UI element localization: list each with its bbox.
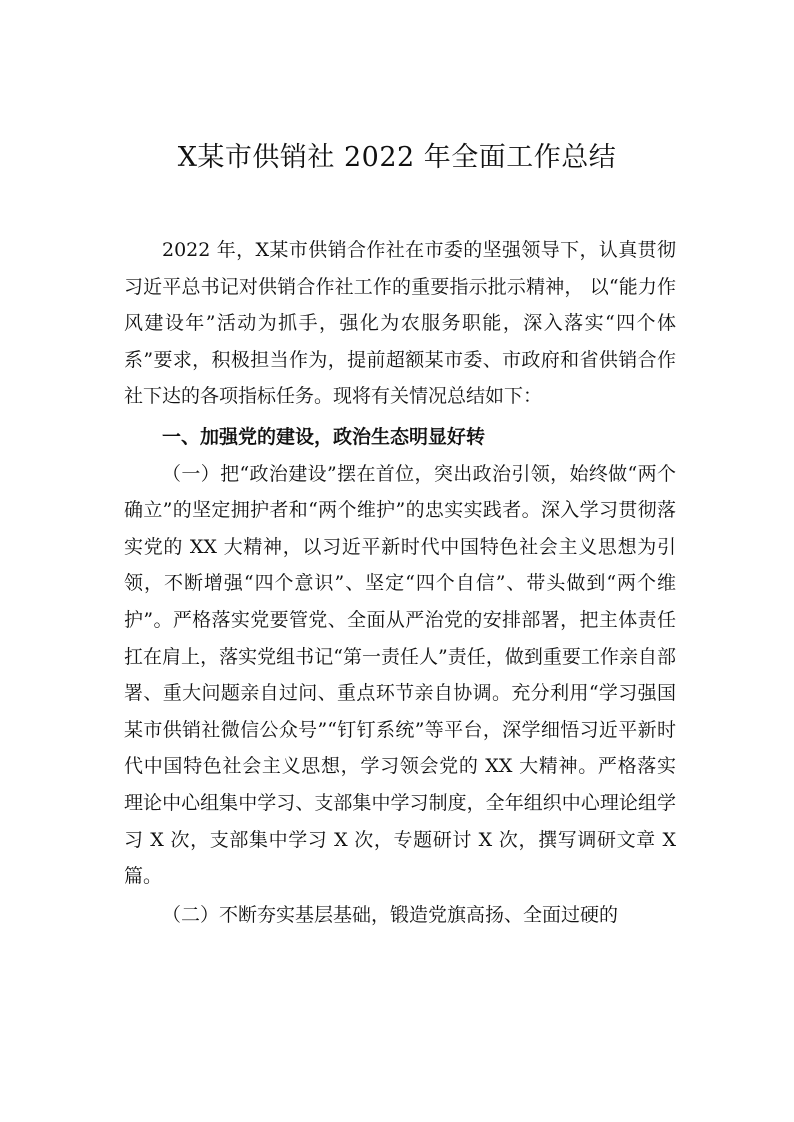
document-body (124, 232, 676, 933)
document-title: X某市供销社 2022 年全面工作总结 (177, 142, 617, 173)
section-heading-1: 一、加强党的建设，政治生态明显好转 (162, 425, 486, 448)
paragraph-intro: 2022 年，X某市供销合作社在市委的坚强领导下，认真贯彻习近平总书记对供销合作社工作的重要指示批示精神， 以“能力作风建设年”活动为抓手，强化为农服务职能，深入落实“四个体系”要求，积极担当作为，提前超额某市委、市政府和省供销合作社下达的各项指标任务。现将有关情况总结如下： (124, 239, 676, 408)
paragraph-1-1: （一）把“政治建设”摆在首位，突出政治引领，始终做“两个确立”的坚定拥护者和“两个维护”的忠实实践者。深入学习贯彻落实党的 XX 大精神，以习近平新时代中国特色社会主义思想为引领，不断增强“四个意识”、坚定“四个自信”、带头做到“两个维护”。严格落实党要管党、全面从严治党的安排部署，把主体责任扛在肩上，落实党组书记“第一责任人”责任，做到重要工作亲自部署、重大问题亲自过问、重点环节亲自协调。充分利用“学习强国某市供销社微信公众号”“钉钉系统”等平台，深学细悟习近平新时代中国特色社会主义思想，学习领会党的 XX 大精神。严格落实理论中心组集中学习、支部集中学习制度，全年组织中心理论组学习 X 次，支部集中学习 X 次，专题研讨 X 次，撰写调研文章 X 篇。 (124, 462, 676, 888)
paragraph-1-2: （二）不断夯实基层基础，锻造党旗高扬、全面过硬的 (162, 903, 619, 926)
